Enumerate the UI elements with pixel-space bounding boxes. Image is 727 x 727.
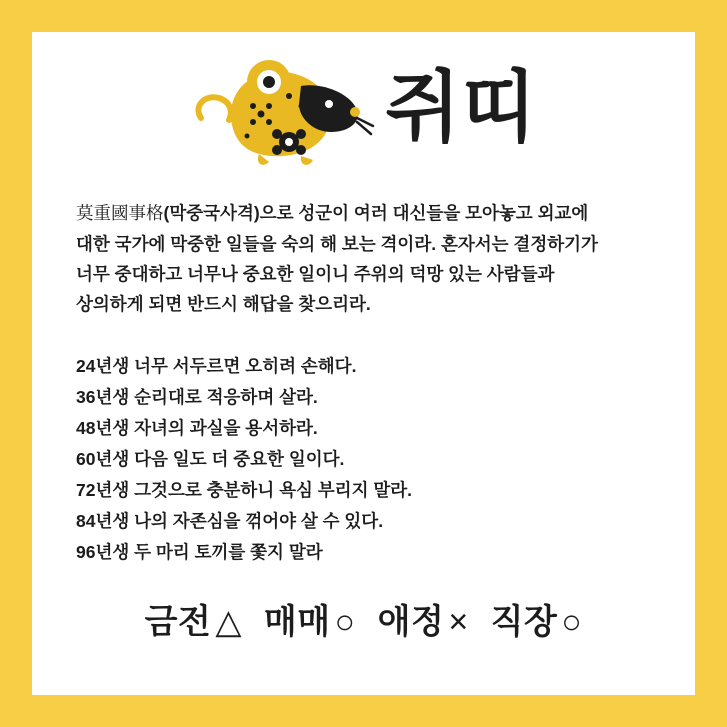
- fortune-summary-row: [32, 594, 695, 643]
- fortune-money-label: 금전: [144, 603, 212, 642]
- list-item: 24년생 너무 서두르면 오히려 손해다.: [76, 356, 357, 377]
- fortune-work-label: 직장: [490, 603, 558, 642]
- list-item: 36년생 순리대로 적응하며 살라.: [76, 387, 318, 408]
- fortune-trade-label: 매매: [263, 603, 331, 642]
- paragraph-line: 상의하게 되면 반드시 해답을 찾으리라.: [76, 294, 371, 315]
- fortune-love: [378, 594, 469, 643]
- rat-zodiac-illustration-icon: [189, 46, 379, 176]
- list-item: 48년생 자녀의 과실을 용서하라.: [76, 418, 318, 439]
- fortune-work-mark: ○: [561, 603, 583, 642]
- fortune-work: [491, 594, 583, 643]
- fortune-money: [145, 594, 242, 643]
- fortune-trade-mark: ○: [334, 603, 356, 642]
- card-header: [32, 32, 695, 180]
- list-item: 60년생 다음 일도 더 중요한 일이다.: [76, 449, 345, 470]
- list-item: 96년생 두 마리 토끼를 쫓지 말라: [76, 542, 323, 563]
- fortune-love-label: 애정: [377, 603, 445, 642]
- birth-year-list: [32, 319, 695, 568]
- paragraph-line: 莫重國事格(막중국사격)으로 성군이 여러 대신들을 모아놓고 외교에: [76, 203, 589, 224]
- page-title: 쥐띠: [385, 63, 538, 151]
- fortune-trade: [264, 594, 356, 643]
- fortune-paragraph: [32, 180, 695, 319]
- fortune-money-mark: △: [215, 603, 242, 642]
- fortune-love-mark: ×: [448, 603, 469, 642]
- paragraph-line: 대한 국가에 막중한 일들을 숙의 해 보는 격이라. 혼자서는 결정하기가: [76, 234, 598, 255]
- paragraph-line: 너무 중대하고 너무나 중요한 일이니 주위의 덕망 있는 사람들과: [76, 264, 555, 285]
- list-item: 84년생 나의 자존심을 꺾어야 살 수 있다.: [76, 511, 384, 532]
- fortune-card: [32, 32, 695, 695]
- list-item: 72년생 그것으로 충분하니 욕심 부리지 말라.: [76, 480, 413, 501]
